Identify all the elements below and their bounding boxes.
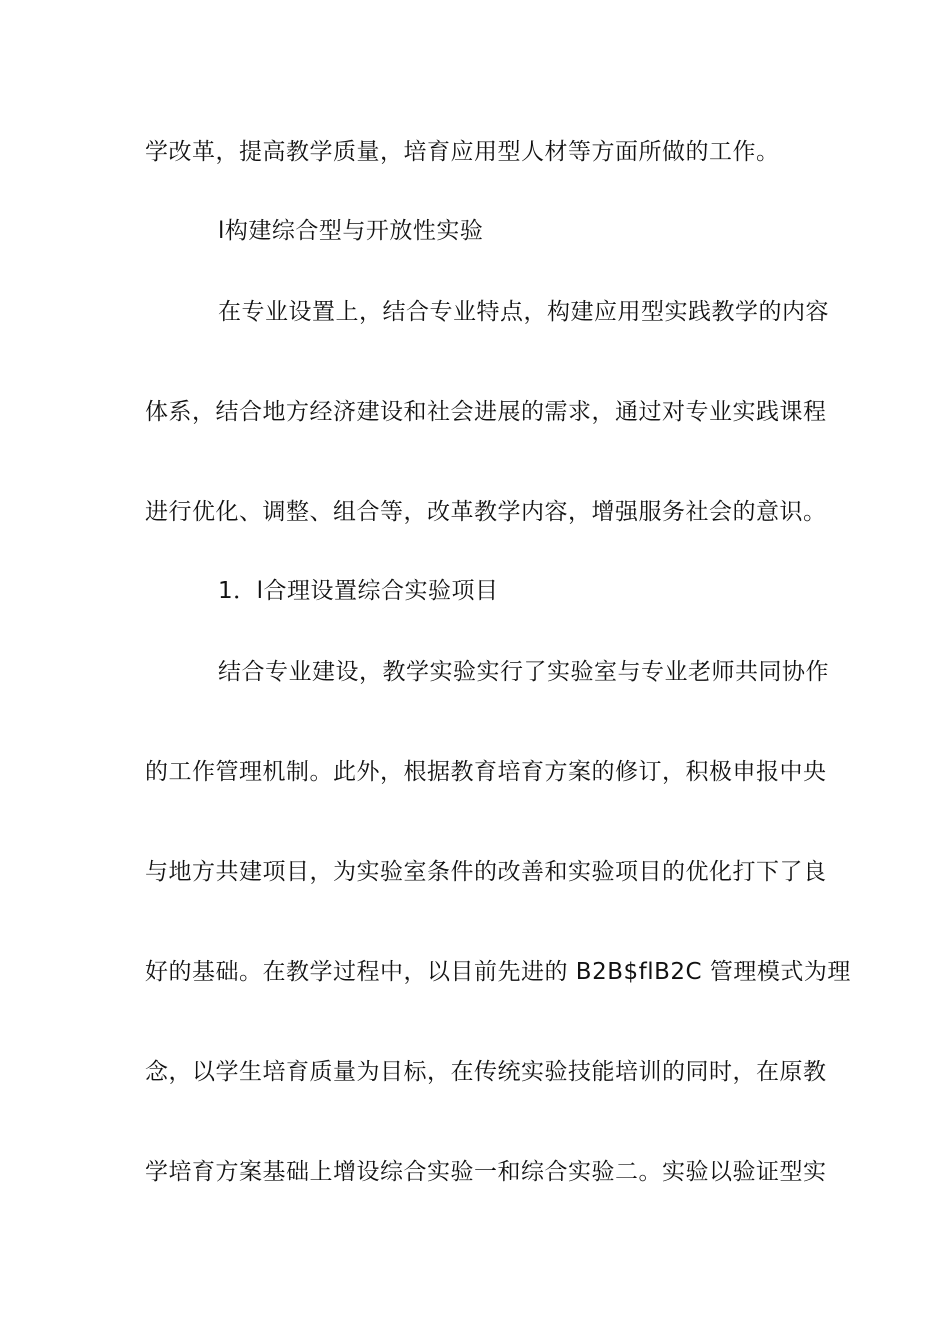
paragraph-line: 学培育方案基础上增设综合实验一和综合实验二。实验以验证型实	[145, 1159, 827, 1185]
section-heading: l构建综合型与开放性实验	[218, 218, 484, 244]
paragraph-line: 进行优化、调整、组合等，改革教学内容，增强服务社会的意识。	[145, 499, 827, 525]
paragraph-line: 念，以学生培育质量为目标，在传统实验技能培训的同时，在原教	[145, 1059, 827, 1085]
paragraph-line: 在专业设置上，结合专业特点，构建应用型实践教学的内容	[218, 299, 829, 325]
paragraph-line: 结合专业建设，教学实验实行了实验室与专业老师共同协作	[218, 659, 829, 685]
paragraph-line: 的工作管理机制。此外，根据教育培育方案的修订，积极申报中央	[145, 759, 827, 785]
subsection-heading: 1．l合理设置综合实验项目	[218, 578, 499, 604]
paragraph-line: 体系，结合地方经济建设和社会进展的需求，通过对专业实践课程	[145, 399, 827, 425]
paragraph-line: 学改革，提高教学质量，培育应用型人材等方面所做的工作。	[145, 139, 780, 165]
paragraph-line: 与地方共建项目，为实验室条件的改善和实验项目的优化打下了良	[145, 859, 827, 885]
paragraph-line: 好的基础。在教学过程中，以目前先进的 B2B$flB2C 管理模式为理	[145, 959, 851, 985]
